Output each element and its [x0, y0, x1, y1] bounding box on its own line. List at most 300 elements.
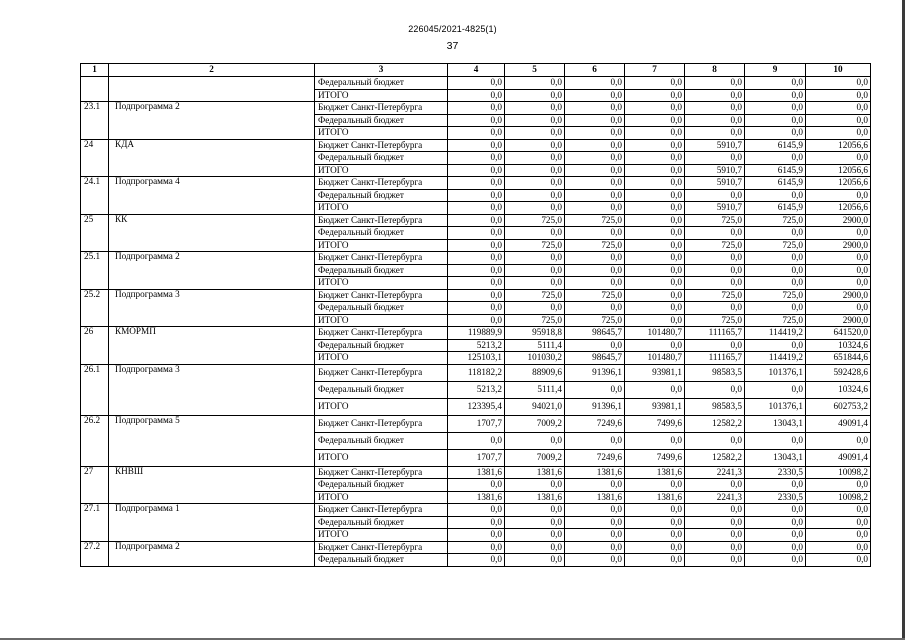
- value-cell: 1381,6: [565, 466, 625, 479]
- value-cell: 0,0: [448, 516, 505, 529]
- value-cell: 0,0: [625, 432, 685, 449]
- value-cell: 10098,2: [806, 491, 871, 504]
- value-cell: 0,0: [806, 516, 871, 529]
- value-cell: 0,0: [625, 264, 685, 277]
- value-cell: 12582,2: [685, 449, 745, 466]
- value-cell: 0,0: [625, 164, 685, 177]
- funding-source: ИТОГО: [315, 352, 448, 365]
- value-cell: 0,0: [685, 227, 745, 240]
- value-cell: 0,0: [565, 504, 625, 517]
- value-cell: 0,0: [806, 114, 871, 127]
- value-cell: 98645,7: [565, 352, 625, 365]
- value-cell: 0,0: [505, 202, 565, 215]
- column-header: 1: [81, 64, 109, 77]
- row-code: 24: [81, 139, 109, 177]
- value-cell: 0,0: [448, 541, 505, 554]
- value-cell: 725,0: [745, 214, 806, 227]
- value-cell: 0,0: [806, 277, 871, 290]
- funding-source: Федеральный бюджет: [315, 189, 448, 202]
- row-code: 27.1: [81, 504, 109, 542]
- value-cell: 0,0: [625, 177, 685, 190]
- funding-source: Бюджет Санкт-Петербурга: [315, 504, 448, 517]
- row-name: Подпрограмма 5: [109, 415, 315, 466]
- value-cell: 5910,7: [685, 202, 745, 215]
- value-cell: 0,0: [745, 252, 806, 265]
- value-cell: 0,0: [505, 529, 565, 542]
- value-cell: 0,0: [448, 479, 505, 492]
- value-cell: 0,0: [448, 227, 505, 240]
- value-cell: 0,0: [625, 252, 685, 265]
- value-cell: 0,0: [565, 114, 625, 127]
- value-cell: 725,0: [505, 314, 565, 327]
- funding-source: Бюджет Санкт-Петербурга: [315, 252, 448, 265]
- column-header: 5: [505, 64, 565, 77]
- value-cell: 49091,4: [806, 415, 871, 432]
- value-cell: 7009,2: [505, 415, 565, 432]
- row-name: Подпрограмма 4: [109, 177, 315, 215]
- value-cell: 0,0: [625, 239, 685, 252]
- funding-source: ИТОГО: [315, 127, 448, 140]
- value-cell: 0,0: [745, 479, 806, 492]
- row-name: КМОРМП: [109, 327, 315, 365]
- value-cell: 5111,4: [505, 381, 565, 398]
- value-cell: 0,0: [806, 541, 871, 554]
- value-cell: 7249,6: [565, 415, 625, 432]
- row-code: 24.1: [81, 177, 109, 215]
- value-cell: 2241,3: [685, 491, 745, 504]
- value-cell: 0,0: [505, 252, 565, 265]
- table-row: [81, 364, 871, 381]
- column-header: 9: [745, 64, 806, 77]
- value-cell: 0,0: [806, 77, 871, 90]
- value-cell: 0,0: [625, 289, 685, 302]
- value-cell: 12056,6: [806, 139, 871, 152]
- value-cell: 0,0: [745, 529, 806, 542]
- value-cell: 1381,6: [565, 491, 625, 504]
- value-cell: 0,0: [745, 89, 806, 102]
- value-cell: 0,0: [448, 289, 505, 302]
- value-cell: 0,0: [806, 102, 871, 115]
- row-code: [81, 77, 109, 102]
- value-cell: 7499,6: [625, 415, 685, 432]
- value-cell: 0,0: [625, 139, 685, 152]
- value-cell: 5213,2: [448, 381, 505, 398]
- table-row: [81, 541, 871, 554]
- value-cell: 0,0: [448, 277, 505, 290]
- row-code: 26: [81, 327, 109, 365]
- value-cell: 0,0: [505, 102, 565, 115]
- funding-source: Федеральный бюджет: [315, 302, 448, 315]
- value-cell: 602753,2: [806, 398, 871, 415]
- value-cell: 0,0: [565, 202, 625, 215]
- funding-source: ИТОГО: [315, 239, 448, 252]
- value-cell: 0,0: [745, 264, 806, 277]
- value-cell: 12056,6: [806, 164, 871, 177]
- value-cell: 1381,6: [448, 466, 505, 479]
- value-cell: 0,0: [448, 264, 505, 277]
- value-cell: 95918,8: [505, 327, 565, 340]
- value-cell: 725,0: [505, 214, 565, 227]
- value-cell: 98583,5: [685, 398, 745, 415]
- value-cell: 725,0: [505, 239, 565, 252]
- funding-source: Федеральный бюджет: [315, 264, 448, 277]
- value-cell: 0,0: [505, 554, 565, 567]
- row-code: 27.2: [81, 541, 109, 566]
- value-cell: 0,0: [505, 139, 565, 152]
- funding-source: Бюджет Санкт-Петербурга: [315, 177, 448, 190]
- value-cell: 0,0: [685, 252, 745, 265]
- value-cell: 0,0: [565, 77, 625, 90]
- value-cell: 0,0: [745, 302, 806, 315]
- value-cell: 119889,9: [448, 327, 505, 340]
- funding-source: Федеральный бюджет: [315, 152, 448, 165]
- value-cell: 93981,1: [625, 398, 685, 415]
- funding-source: ИТОГО: [315, 277, 448, 290]
- value-cell: 0,0: [625, 314, 685, 327]
- value-cell: 0,0: [505, 152, 565, 165]
- value-cell: 0,0: [448, 89, 505, 102]
- value-cell: 0,0: [505, 189, 565, 202]
- funding-source: Бюджет Санкт-Петербурга: [315, 541, 448, 554]
- value-cell: 0,0: [625, 189, 685, 202]
- value-cell: 725,0: [685, 314, 745, 327]
- value-cell: 93981,1: [625, 364, 685, 381]
- value-cell: 101480,7: [625, 327, 685, 340]
- column-header: 6: [565, 64, 625, 77]
- value-cell: 0,0: [625, 529, 685, 542]
- value-cell: 0,0: [448, 102, 505, 115]
- value-cell: 0,0: [565, 164, 625, 177]
- row-code: 25.2: [81, 289, 109, 327]
- table-row: [81, 252, 871, 265]
- value-cell: 0,0: [806, 479, 871, 492]
- value-cell: 0,0: [565, 432, 625, 449]
- value-cell: 12056,6: [806, 202, 871, 215]
- value-cell: 725,0: [685, 214, 745, 227]
- value-cell: 5910,7: [685, 164, 745, 177]
- budget-table: [80, 63, 871, 567]
- value-cell: 0,0: [685, 554, 745, 567]
- value-cell: 725,0: [685, 289, 745, 302]
- funding-source: ИТОГО: [315, 491, 448, 504]
- value-cell: 725,0: [565, 214, 625, 227]
- value-cell: 0,0: [625, 516, 685, 529]
- value-cell: 0,0: [806, 189, 871, 202]
- value-cell: 0,0: [745, 189, 806, 202]
- value-cell: 5111,4: [505, 339, 565, 352]
- row-code: 26.2: [81, 415, 109, 466]
- value-cell: 0,0: [625, 504, 685, 517]
- value-cell: 725,0: [505, 289, 565, 302]
- value-cell: 0,0: [625, 541, 685, 554]
- value-cell: 725,0: [565, 314, 625, 327]
- value-cell: 0,0: [806, 432, 871, 449]
- table-header-row: [81, 64, 871, 77]
- value-cell: 111165,7: [685, 352, 745, 365]
- value-cell: 0,0: [448, 127, 505, 140]
- value-cell: 0,0: [625, 102, 685, 115]
- funding-source: Бюджет Санкт-Петербурга: [315, 364, 448, 381]
- value-cell: 0,0: [806, 529, 871, 542]
- value-cell: 101376,1: [745, 364, 806, 381]
- funding-source: Бюджет Санкт-Петербурга: [315, 214, 448, 227]
- value-cell: 0,0: [685, 152, 745, 165]
- row-code: 27: [81, 466, 109, 504]
- value-cell: 5910,7: [685, 177, 745, 190]
- value-cell: 0,0: [806, 554, 871, 567]
- value-cell: 2900,0: [806, 289, 871, 302]
- value-cell: 6145,9: [745, 177, 806, 190]
- value-cell: 125103,1: [448, 352, 505, 365]
- column-header: 3: [315, 64, 448, 77]
- value-cell: 0,0: [685, 381, 745, 398]
- value-cell: 0,0: [565, 541, 625, 554]
- value-cell: 0,0: [448, 554, 505, 567]
- table-row: [81, 327, 871, 340]
- value-cell: 0,0: [745, 339, 806, 352]
- value-cell: 0,0: [565, 189, 625, 202]
- funding-source: Федеральный бюджет: [315, 77, 448, 90]
- funding-source: Бюджет Санкт-Петербурга: [315, 415, 448, 432]
- row-name: КДА: [109, 139, 315, 177]
- value-cell: 0,0: [685, 127, 745, 140]
- funding-source: Бюджет Санкт-Петербурга: [315, 466, 448, 479]
- value-cell: 0,0: [685, 339, 745, 352]
- value-cell: 0,0: [806, 302, 871, 315]
- value-cell: 2330,5: [745, 491, 806, 504]
- value-cell: 1381,6: [448, 491, 505, 504]
- value-cell: 13043,1: [745, 415, 806, 432]
- value-cell: 88909,6: [505, 364, 565, 381]
- value-cell: 0,0: [565, 554, 625, 567]
- funding-source: Бюджет Санкт-Петербурга: [315, 139, 448, 152]
- value-cell: 7499,6: [625, 449, 685, 466]
- value-cell: 0,0: [806, 227, 871, 240]
- value-cell: 10098,2: [806, 466, 871, 479]
- row-name: [109, 77, 315, 102]
- column-header: 4: [448, 64, 505, 77]
- value-cell: 5213,2: [448, 339, 505, 352]
- value-cell: 1381,6: [505, 466, 565, 479]
- value-cell: 651844,6: [806, 352, 871, 365]
- value-cell: 91396,1: [565, 364, 625, 381]
- value-cell: 1707,7: [448, 415, 505, 432]
- row-name: Подпрограмма 1: [109, 504, 315, 542]
- value-cell: 114419,2: [745, 352, 806, 365]
- value-cell: 0,0: [448, 202, 505, 215]
- value-cell: 123395,4: [448, 398, 505, 415]
- value-cell: 0,0: [565, 177, 625, 190]
- funding-source: ИТОГО: [315, 202, 448, 215]
- value-cell: 0,0: [448, 139, 505, 152]
- value-cell: 0,0: [685, 504, 745, 517]
- value-cell: 101376,1: [745, 398, 806, 415]
- row-code: 26.1: [81, 364, 109, 415]
- value-cell: 0,0: [685, 102, 745, 115]
- value-cell: 0,0: [565, 339, 625, 352]
- row-name: Подпрограмма 3: [109, 364, 315, 415]
- document-id: 226045/2021-4825(1): [408, 24, 497, 34]
- value-cell: 2241,3: [685, 466, 745, 479]
- value-cell: 0,0: [448, 529, 505, 542]
- value-cell: 0,0: [745, 102, 806, 115]
- value-cell: 0,0: [625, 479, 685, 492]
- value-cell: 1381,6: [625, 491, 685, 504]
- value-cell: 0,0: [745, 504, 806, 517]
- funding-source: ИТОГО: [315, 529, 448, 542]
- value-cell: 0,0: [448, 432, 505, 449]
- value-cell: 0,0: [505, 177, 565, 190]
- value-cell: 0,0: [448, 504, 505, 517]
- value-cell: 0,0: [685, 77, 745, 90]
- value-cell: 12582,2: [685, 415, 745, 432]
- value-cell: 0,0: [565, 302, 625, 315]
- funding-source: Федеральный бюджет: [315, 432, 448, 449]
- value-cell: 0,0: [745, 227, 806, 240]
- value-cell: 7249,6: [565, 449, 625, 466]
- table-row: [81, 139, 871, 152]
- value-cell: 0,0: [685, 479, 745, 492]
- value-cell: 0,0: [448, 114, 505, 127]
- table-row: [81, 289, 871, 302]
- value-cell: 7009,2: [505, 449, 565, 466]
- value-cell: 725,0: [565, 289, 625, 302]
- value-cell: 0,0: [685, 432, 745, 449]
- table-row: [81, 77, 871, 90]
- row-name: Подпрограмма 2: [109, 102, 315, 140]
- value-cell: 725,0: [745, 239, 806, 252]
- value-cell: 0,0: [505, 277, 565, 290]
- funding-source: Федеральный бюджет: [315, 381, 448, 398]
- value-cell: 0,0: [625, 114, 685, 127]
- value-cell: 0,0: [565, 529, 625, 542]
- value-cell: 0,0: [685, 529, 745, 542]
- value-cell: 0,0: [806, 252, 871, 265]
- value-cell: 6145,9: [745, 164, 806, 177]
- value-cell: 0,0: [448, 239, 505, 252]
- value-cell: 10324,6: [806, 381, 871, 398]
- value-cell: 0,0: [685, 541, 745, 554]
- funding-source: Федеральный бюджет: [315, 339, 448, 352]
- value-cell: 0,0: [565, 89, 625, 102]
- value-cell: 0,0: [685, 264, 745, 277]
- funding-source: ИТОГО: [315, 398, 448, 415]
- row-name: Подпрограмма 2: [109, 252, 315, 290]
- value-cell: 0,0: [448, 302, 505, 315]
- value-cell: 0,0: [745, 114, 806, 127]
- value-cell: 91396,1: [565, 398, 625, 415]
- value-cell: 0,0: [448, 77, 505, 90]
- row-code: 25: [81, 214, 109, 252]
- column-header: 7: [625, 64, 685, 77]
- value-cell: 0,0: [565, 264, 625, 277]
- value-cell: 49091,4: [806, 449, 871, 466]
- value-cell: 1381,6: [625, 466, 685, 479]
- value-cell: 725,0: [685, 239, 745, 252]
- value-cell: 12056,6: [806, 177, 871, 190]
- value-cell: 0,0: [565, 479, 625, 492]
- value-cell: 725,0: [565, 239, 625, 252]
- row-name: КНВШ: [109, 466, 315, 504]
- value-cell: 0,0: [448, 252, 505, 265]
- value-cell: 0,0: [505, 164, 565, 177]
- value-cell: 2900,0: [806, 214, 871, 227]
- value-cell: 0,0: [685, 302, 745, 315]
- row-code: 25.1: [81, 252, 109, 290]
- value-cell: 114419,2: [745, 327, 806, 340]
- value-cell: 0,0: [448, 214, 505, 227]
- table-row: [81, 102, 871, 115]
- value-cell: 0,0: [806, 152, 871, 165]
- value-cell: 5910,7: [685, 139, 745, 152]
- value-cell: 0,0: [625, 152, 685, 165]
- table-row: [81, 466, 871, 479]
- value-cell: 0,0: [505, 432, 565, 449]
- table-body: [81, 77, 871, 567]
- value-cell: 118182,2: [448, 364, 505, 381]
- value-cell: 0,0: [806, 264, 871, 277]
- value-cell: 0,0: [745, 277, 806, 290]
- value-cell: 725,0: [745, 314, 806, 327]
- value-cell: 0,0: [565, 381, 625, 398]
- value-cell: 0,0: [448, 177, 505, 190]
- row-name: Подпрограмма 2: [109, 541, 315, 566]
- funding-source: Федеральный бюджет: [315, 227, 448, 240]
- value-cell: 0,0: [565, 139, 625, 152]
- value-cell: 10324,6: [806, 339, 871, 352]
- value-cell: 0,0: [625, 302, 685, 315]
- value-cell: 0,0: [685, 277, 745, 290]
- value-cell: 0,0: [565, 102, 625, 115]
- value-cell: 0,0: [565, 127, 625, 140]
- value-cell: 0,0: [625, 339, 685, 352]
- funding-source: Федеральный бюджет: [315, 479, 448, 492]
- page-number: 37: [446, 40, 459, 52]
- value-cell: 0,0: [745, 152, 806, 165]
- value-cell: 592428,6: [806, 364, 871, 381]
- value-cell: 6145,9: [745, 202, 806, 215]
- value-cell: 1381,6: [505, 491, 565, 504]
- value-cell: 0,0: [505, 479, 565, 492]
- value-cell: 0,0: [625, 127, 685, 140]
- value-cell: 0,0: [625, 89, 685, 102]
- value-cell: 0,0: [625, 202, 685, 215]
- funding-source: ИТОГО: [315, 314, 448, 327]
- value-cell: 98645,7: [565, 327, 625, 340]
- value-cell: 0,0: [625, 77, 685, 90]
- value-cell: 0,0: [505, 227, 565, 240]
- value-cell: 0,0: [625, 214, 685, 227]
- value-cell: 0,0: [806, 504, 871, 517]
- value-cell: 0,0: [565, 152, 625, 165]
- value-cell: 0,0: [505, 516, 565, 529]
- value-cell: 0,0: [685, 189, 745, 202]
- value-cell: 0,0: [745, 127, 806, 140]
- value-cell: 101480,7: [625, 352, 685, 365]
- value-cell: 0,0: [806, 89, 871, 102]
- value-cell: 0,0: [806, 127, 871, 140]
- funding-source: Бюджет Санкт-Петербурга: [315, 102, 448, 115]
- value-cell: 0,0: [505, 264, 565, 277]
- value-cell: 0,0: [625, 554, 685, 567]
- table-row: [81, 504, 871, 517]
- value-cell: 13043,1: [745, 449, 806, 466]
- value-cell: 0,0: [565, 227, 625, 240]
- value-cell: 0,0: [625, 277, 685, 290]
- funding-source: ИТОГО: [315, 164, 448, 177]
- value-cell: 725,0: [745, 289, 806, 302]
- value-cell: 0,0: [448, 164, 505, 177]
